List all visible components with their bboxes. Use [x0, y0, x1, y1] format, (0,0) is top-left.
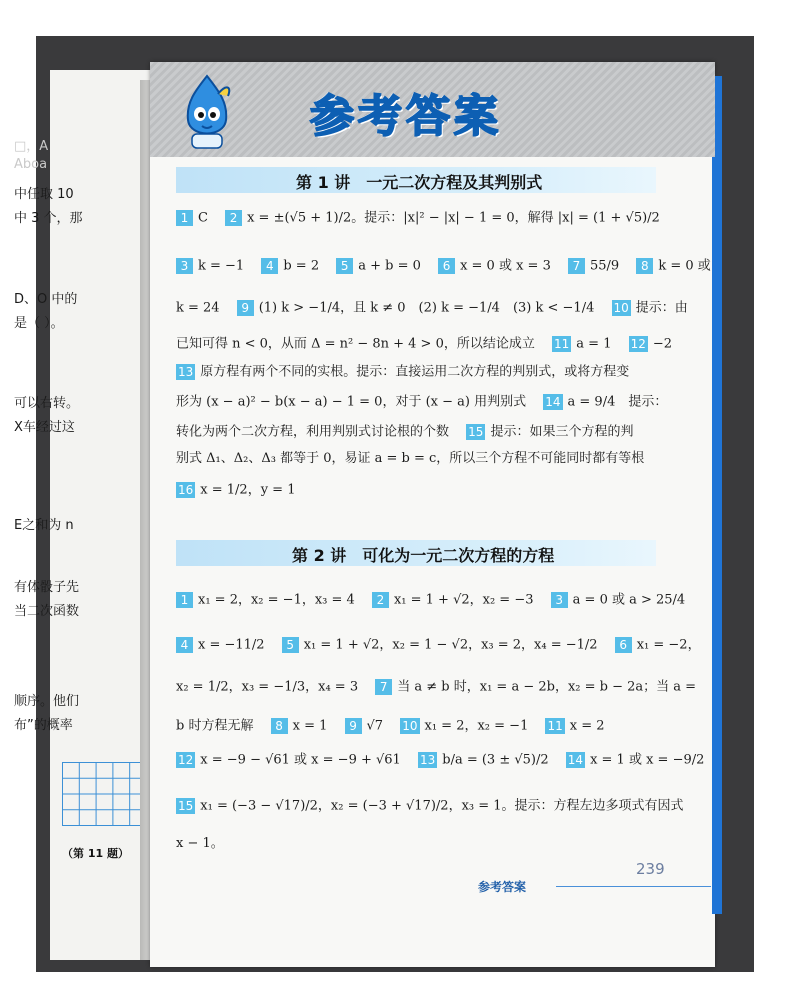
footer-label: 参考答案 [478, 880, 527, 894]
answer-number-badge: 15 [468, 425, 484, 439]
answer-text: b 时方程无解 [176, 718, 267, 734]
footer-rule [556, 886, 711, 887]
answer-line [176, 836, 224, 852]
answer-number-badge: 9 [237, 300, 254, 316]
answer-text: 55/9 [590, 258, 633, 274]
left-page-line: 布”的概率 [14, 718, 73, 733]
answer-text: 已知可得 n < 0，从而 Δ = n² − 8n + 4 > 0，所以结论成立 [176, 336, 548, 352]
answer-text: 形为 (x − a)² − b(x − a) − 1 = 0，对于 (x − a) 用判别式 [176, 394, 540, 410]
answer-number-badge: 5 [336, 258, 353, 274]
answer-number-badge: 11 [547, 719, 563, 733]
left-page-line: X车经过这 [14, 420, 75, 435]
answer-line [176, 718, 605, 735]
answer-text: x = ±(√5 + 1)/2。提示：|x|² − |x| − 1 = 0，解得 |x| = (1 + √5)/2 [247, 210, 660, 226]
answer-line [176, 424, 633, 441]
mascot-icon [182, 72, 232, 156]
main-page [150, 62, 715, 967]
answer-text: 原方程有两个不同的实根。提示：直接运用二次方程的判别式，或将方程变 [200, 364, 630, 380]
answer-number-badge: 6 [438, 258, 455, 274]
answer-text: x = 1 或 x = −9/2 [590, 752, 705, 768]
left-page-line: 当二次函数 [14, 604, 80, 619]
answer-text: x₁ = 2，x₂ = −1，x₃ = 4 [198, 592, 368, 608]
answer-line [176, 364, 629, 381]
answer-number-badge: 12 [630, 337, 646, 351]
answer-number-badge: 5 [282, 637, 299, 653]
answer-number-badge: 1 [176, 210, 193, 226]
answer-text: x = −11/2 [198, 637, 278, 653]
answer-number-badge: 3 [176, 258, 193, 274]
left-page-line: 有体骰子先 [14, 580, 80, 595]
answer-number-badge: 10 [613, 301, 629, 315]
answer-line [176, 679, 696, 696]
answer-number-badge: 13 [178, 365, 194, 379]
left-page-faint-text: □，A [14, 139, 49, 154]
left-page-faint-text: Aboa [14, 157, 48, 172]
answer-number-badge: 1 [176, 592, 193, 608]
answer-text: k = 0 或 [658, 258, 711, 274]
answer-text: 转化为两个二次方程，利用判别式讨论根的个数 [176, 424, 463, 440]
answer-text: b = 2 [283, 258, 333, 274]
answer-number-badge: 14 [545, 395, 561, 409]
answer-number-badge: 13 [419, 753, 436, 767]
page-edge [712, 76, 722, 914]
left-page-line: E之和为 n [14, 518, 74, 533]
answer-text: 当 a ≠ b 时，x₁ = a − 2b，x₂ = b − 2a；当 a = [397, 679, 697, 695]
answer-text: b/a = (3 ± √5)/2 [442, 752, 562, 768]
answer-number-badge: 12 [178, 753, 194, 767]
left-page-line: 可以右转。 [14, 396, 80, 411]
answer-number-badge: 6 [615, 637, 632, 653]
answer-text: −2 [652, 336, 673, 352]
grid-figure [62, 762, 147, 826]
answer-number-badge: 16 [178, 483, 194, 497]
answer-text: (1) k > −1/4，且 k ≠ 0 (2) k = −1/4 (3) k < −1/4 [258, 300, 608, 316]
page-number: 239 [636, 860, 665, 878]
answer-line [176, 637, 701, 654]
answer-text: a = 9/4 提示： [567, 394, 668, 410]
answer-text: C [198, 210, 221, 226]
answer-line [176, 752, 704, 769]
answer-number-badge: 4 [176, 637, 193, 653]
answer-text: x₁ = 1 + √2，x₂ = −3 [393, 592, 547, 608]
answer-text: 提示：由 [635, 300, 688, 316]
answer-line [176, 300, 688, 317]
answer-number-badge: 11 [554, 337, 570, 351]
answer-number-badge: 15 [178, 799, 194, 813]
answer-line [176, 394, 667, 411]
answer-number-badge: 2 [225, 210, 242, 226]
answer-line [176, 451, 644, 467]
answer-number-badge: 9 [345, 718, 362, 734]
answer-number-badge: 2 [372, 592, 389, 608]
answer-text: x = −9 − √61 或 x = −9 + √61 [200, 752, 414, 768]
left-page-line: 中 3 个，那 [14, 211, 83, 226]
answer-number-badge: 10 [402, 719, 418, 733]
answer-line [176, 798, 684, 815]
answer-number-badge: 7 [375, 679, 392, 695]
answer-text: x = 1 [292, 718, 341, 734]
answer-text: a + b = 0 [358, 258, 434, 274]
section-1-title: 第 1 讲 一元二次方程及其判别式 [296, 173, 543, 192]
answer-text: 别式 Δ₁、Δ₂、Δ₃ 都等于 0，易证 a = b = c，所以三个方程不可能同时都有等根 [176, 451, 645, 466]
answer-line [176, 592, 685, 609]
answer-number-badge: 4 [261, 258, 278, 274]
answer-text: x − 1。 [176, 836, 224, 851]
answer-line [176, 210, 660, 227]
answer-text: x = 1/2，y = 1 [200, 482, 296, 498]
answer-text: x = 0 或 x = 3 [460, 258, 564, 274]
answer-text: x₁ = 1 + √2，x₂ = 1 − √2，x₃ = 2，x₄ = −1/2 [303, 637, 611, 653]
answer-text: √7 [366, 718, 397, 734]
page-title: 参考答案 [310, 91, 502, 142]
answer-text: 提示：如果三个方程的判 [490, 424, 634, 440]
answer-line [176, 482, 295, 499]
answer-text: x₁ = (−3 − √17)/2，x₂ = (−3 + √17)/2，x₃ = 1。提示：方程左边多项式有因式 [200, 798, 684, 814]
left-page-line: 是（ ）。 [14, 316, 64, 331]
left-page-line: D、O 中的 [14, 292, 78, 307]
answer-number-badge: 3 [551, 592, 568, 608]
section-2-title: 第 2 讲 可化为一元二次方程的方程 [292, 546, 555, 565]
answer-text: a = 1 [576, 336, 625, 352]
answer-text: k = −1 [198, 258, 258, 274]
answer-text: a = 0 或 a > 25/4 [572, 592, 686, 608]
answer-number-badge: 7 [568, 258, 585, 274]
answer-number-badge: 14 [567, 753, 584, 767]
answer-line [176, 336, 672, 353]
answer-text: x = 2 [569, 718, 605, 734]
answer-number-badge: 8 [636, 258, 653, 274]
answer-text: x₂ = 1/2，x₃ = −1/3，x₄ = 3 [176, 679, 372, 695]
answer-text: x₁ = 2，x₂ = −1 [424, 718, 542, 734]
answer-line [176, 258, 711, 275]
left-page-line: 顺序。他们 [14, 694, 80, 709]
answer-text: x₁ = −2， [636, 637, 701, 653]
answer-text: k = 24 [176, 300, 233, 316]
left-page-line: 中任取 10 [14, 187, 74, 202]
figure-caption: （第 11 题） [62, 847, 129, 860]
answer-number-badge: 8 [271, 718, 288, 734]
